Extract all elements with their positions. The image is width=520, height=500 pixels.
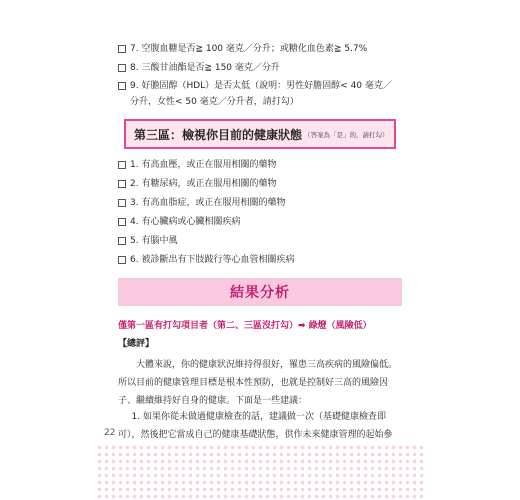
- checklist-item-text: 6. 被診斷出有下肢跛行等心血管相關疾病: [130, 255, 295, 265]
- checkbox[interactable]: [118, 256, 126, 264]
- footer-dot-pattern: [96, 444, 426, 500]
- checkbox[interactable]: [118, 237, 126, 245]
- checkbox[interactable]: [118, 161, 126, 169]
- checkbox[interactable]: [118, 64, 126, 72]
- checklist-section3: [118, 156, 408, 270]
- summary-label: 【總評】: [118, 339, 155, 349]
- checkbox[interactable]: [118, 180, 126, 188]
- checklist-item-text: 8. 三酸甘油酯是否≧ 150 毫克／分升: [130, 63, 280, 73]
- summary-paragraph: 大體來說，你的健康狀況維持得很好，罹患三高疾病的風險偏低。所以目前的健康管理目標是根本性預防，也就是控制好三高的風險因子、繼續維持好自身的健康。下面是一些建議：: [118, 360, 398, 406]
- checklist-item[interactable]: [118, 59, 408, 78]
- checklist-item-text: 2. 有糖尿病，或正在服用相關的藥物: [130, 179, 277, 189]
- advice-paragraph: 1. 如果你從未做過健康檢查的話，建議做一次（基礎健康檢查即可），然後把它當成自己的健康基礎狀態，供作未來健康管理的起始參: [118, 412, 393, 440]
- checklist-item[interactable]: [118, 232, 408, 251]
- checklist-item-text: 4. 有心臟病或心臟相關疾病: [130, 217, 241, 227]
- checkbox[interactable]: [118, 199, 126, 207]
- checklist-item[interactable]: [118, 175, 408, 194]
- section3-note: （答案為「是」的，請打勾）: [304, 130, 389, 139]
- checklist-item-text: 5. 有腦中風: [130, 236, 178, 246]
- checklist-item[interactable]: [118, 78, 408, 110]
- page-number: 22: [104, 428, 116, 438]
- green-light-heading: 僅第一區有打勾項目者（第二、三區沒打勾）➡ 綠燈（風險低）: [118, 321, 372, 331]
- checkbox[interactable]: [118, 45, 126, 53]
- checklist-item-text: 9. 好膽固醇（HDL）是否太低（說明：男性好膽固醇< 40 毫克／ 分升，女性< 50 毫克／分升者，請打勾）: [130, 81, 392, 107]
- checklist-item[interactable]: [118, 251, 408, 270]
- section3-header: [124, 119, 396, 149]
- results-title: 結果分析: [230, 285, 290, 301]
- checklist-item[interactable]: [118, 213, 408, 232]
- checklist-item[interactable]: [118, 156, 408, 175]
- checklist-item-text: 3. 有高血脂症，或正在服用相關的藥物: [130, 198, 286, 208]
- results-banner: [118, 278, 402, 306]
- section3-title: 第三區：檢視你目前的健康狀態: [134, 127, 303, 142]
- checkbox[interactable]: [118, 82, 126, 90]
- checklist-item[interactable]: [118, 194, 408, 213]
- checklist-top: [118, 40, 408, 110]
- checklist-item-text: 1. 有高血壓，或正在服用相關的藥物: [130, 160, 277, 170]
- checklist-item-text: 7. 空腹血糖是否≧ 100 毫克／分升；或糖化血色素≧ 5.7%: [130, 44, 368, 54]
- checkbox[interactable]: [118, 218, 126, 226]
- checklist-item[interactable]: [118, 40, 408, 59]
